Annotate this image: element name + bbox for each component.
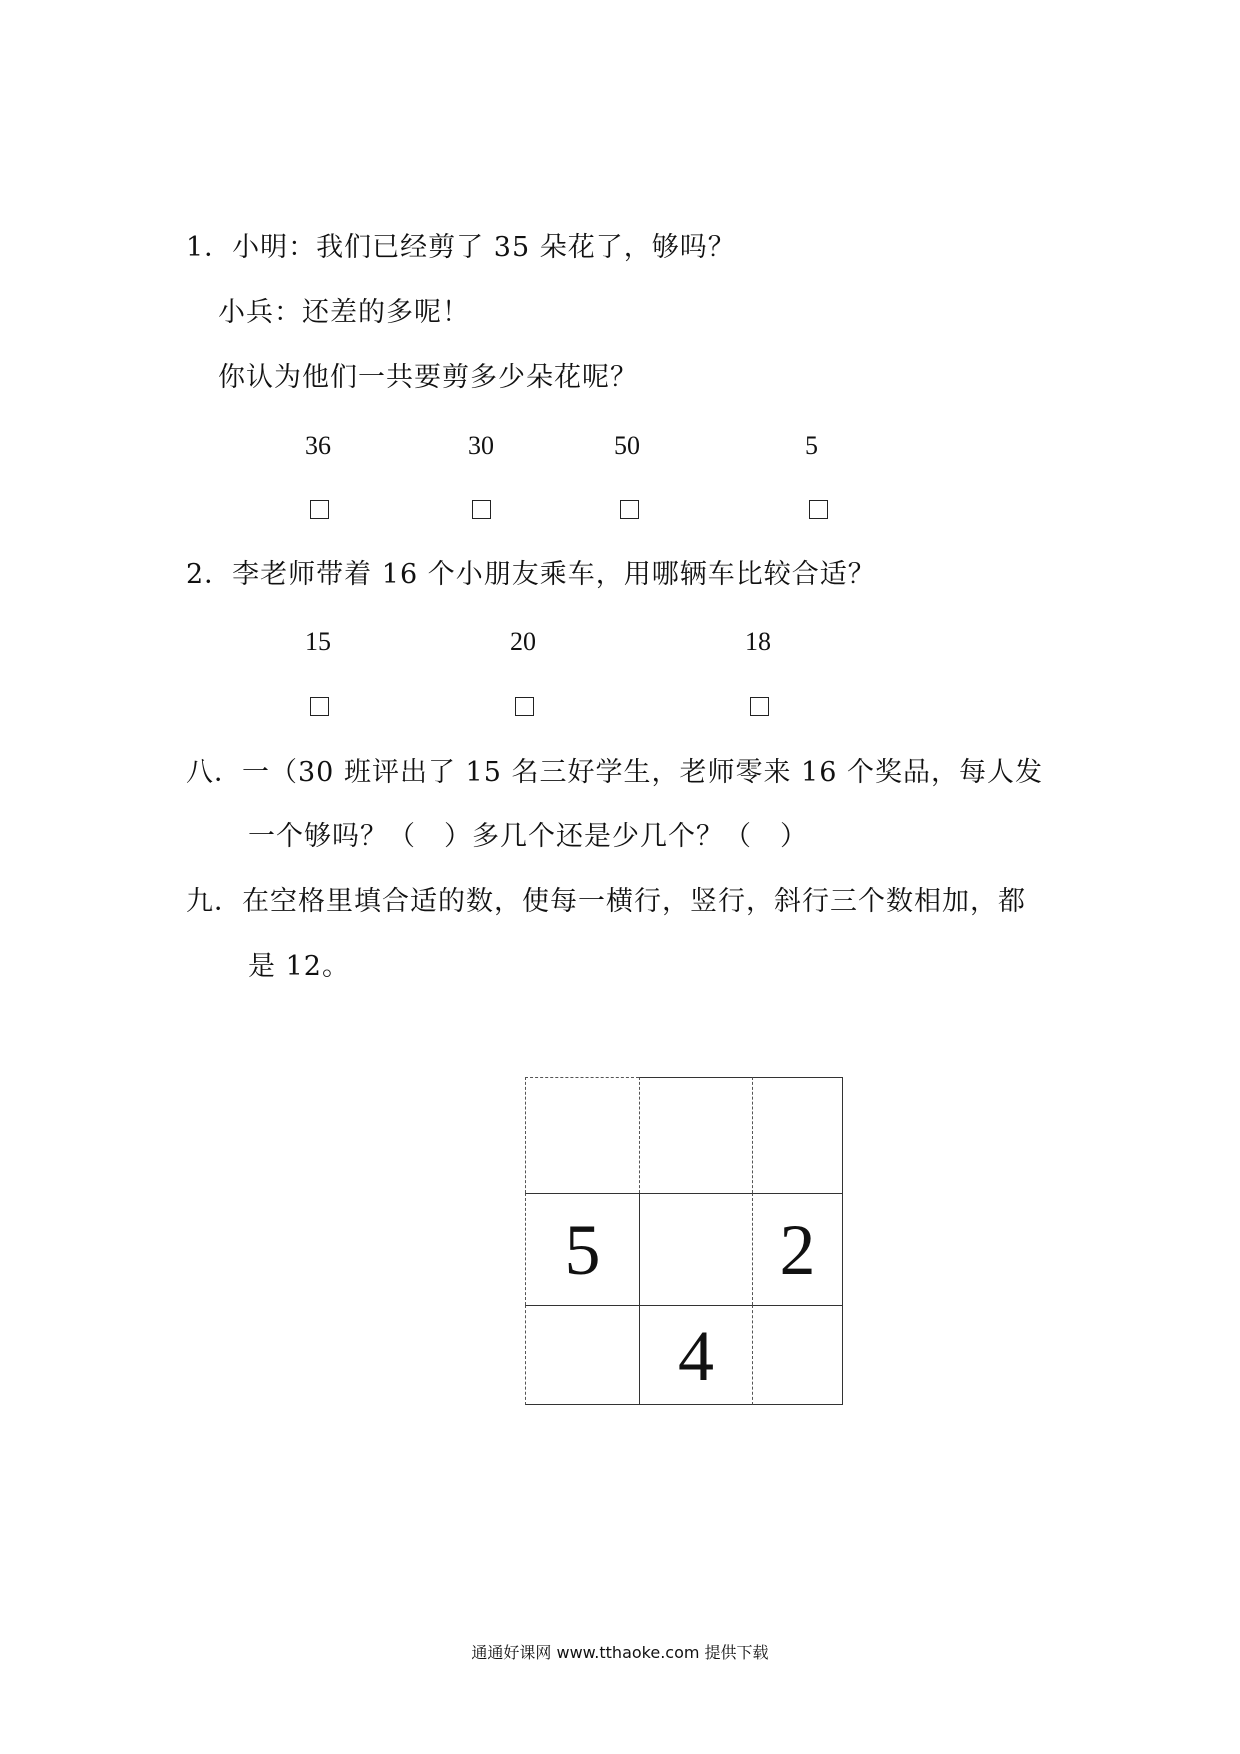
q1-option-4-label: 5: [805, 431, 818, 460]
q8-question: 一个够吗？（ ）多几个还是少几个？（ ）: [248, 821, 808, 852]
q2-option-2-label: 20: [510, 627, 536, 656]
grid-cell[interactable]: [752, 1305, 843, 1405]
q9-prompt: 九．在空格里填合适的数，使每一横行，竖行，斜行三个数相加，都: [186, 886, 1026, 917]
grid-cell[interactable]: [525, 1077, 639, 1193]
grid-cell[interactable]: [752, 1193, 843, 1305]
q1-option-4-checkbox[interactable]: [809, 500, 828, 519]
grid-cell[interactable]: [525, 1305, 639, 1405]
q2-option-1-label: 15: [305, 627, 331, 656]
q2-option-3-label: 18: [745, 627, 771, 656]
q1-option-1-checkbox[interactable]: [310, 500, 329, 519]
q2-option-1-checkbox[interactable]: [310, 697, 329, 716]
q2-option-2-checkbox[interactable]: [515, 697, 534, 716]
q1-option-2-checkbox[interactable]: [472, 500, 491, 519]
q1-option-3-label: 50: [614, 431, 640, 460]
number-grid: [525, 1077, 843, 1405]
grid-cell-number: 2: [779, 1210, 816, 1290]
q1-reply: 小兵：还差的多呢！: [218, 297, 470, 328]
grid-cell-number: 5: [564, 1210, 601, 1290]
grid-cell-number: 4: [678, 1316, 714, 1396]
grid-cell[interactable]: [639, 1077, 752, 1193]
q1-option-2-label: 30: [468, 431, 494, 460]
grid-cell[interactable]: [639, 1193, 752, 1305]
q1-prompt: 1．小明：我们已经剪了 35 朵花了，够吗？: [186, 232, 736, 263]
grid-cell[interactable]: [525, 1193, 639, 1305]
q2-prompt: 2．李老师带着 16 个小朋友乘车，用哪辆车比较合适？: [186, 559, 876, 590]
q2-option-3-checkbox[interactable]: [750, 697, 769, 716]
q1-option-3-checkbox[interactable]: [620, 500, 639, 519]
grid-cell[interactable]: [639, 1305, 752, 1405]
q1-option-1-label: 36: [305, 431, 331, 460]
grid-cell[interactable]: [752, 1077, 843, 1193]
q8-prompt: 八．一（30 班评出了 15 名三好学生，老师零来 16 个奖品，每人发: [186, 757, 1043, 788]
q1-question: 你认为他们一共要剪多少朵花呢？: [218, 362, 638, 393]
q9-prompt-continued: 是 12。: [248, 951, 350, 982]
footer-credit: 通通好课网 www.tthaoke.com 提供下载: [471, 1643, 769, 1662]
